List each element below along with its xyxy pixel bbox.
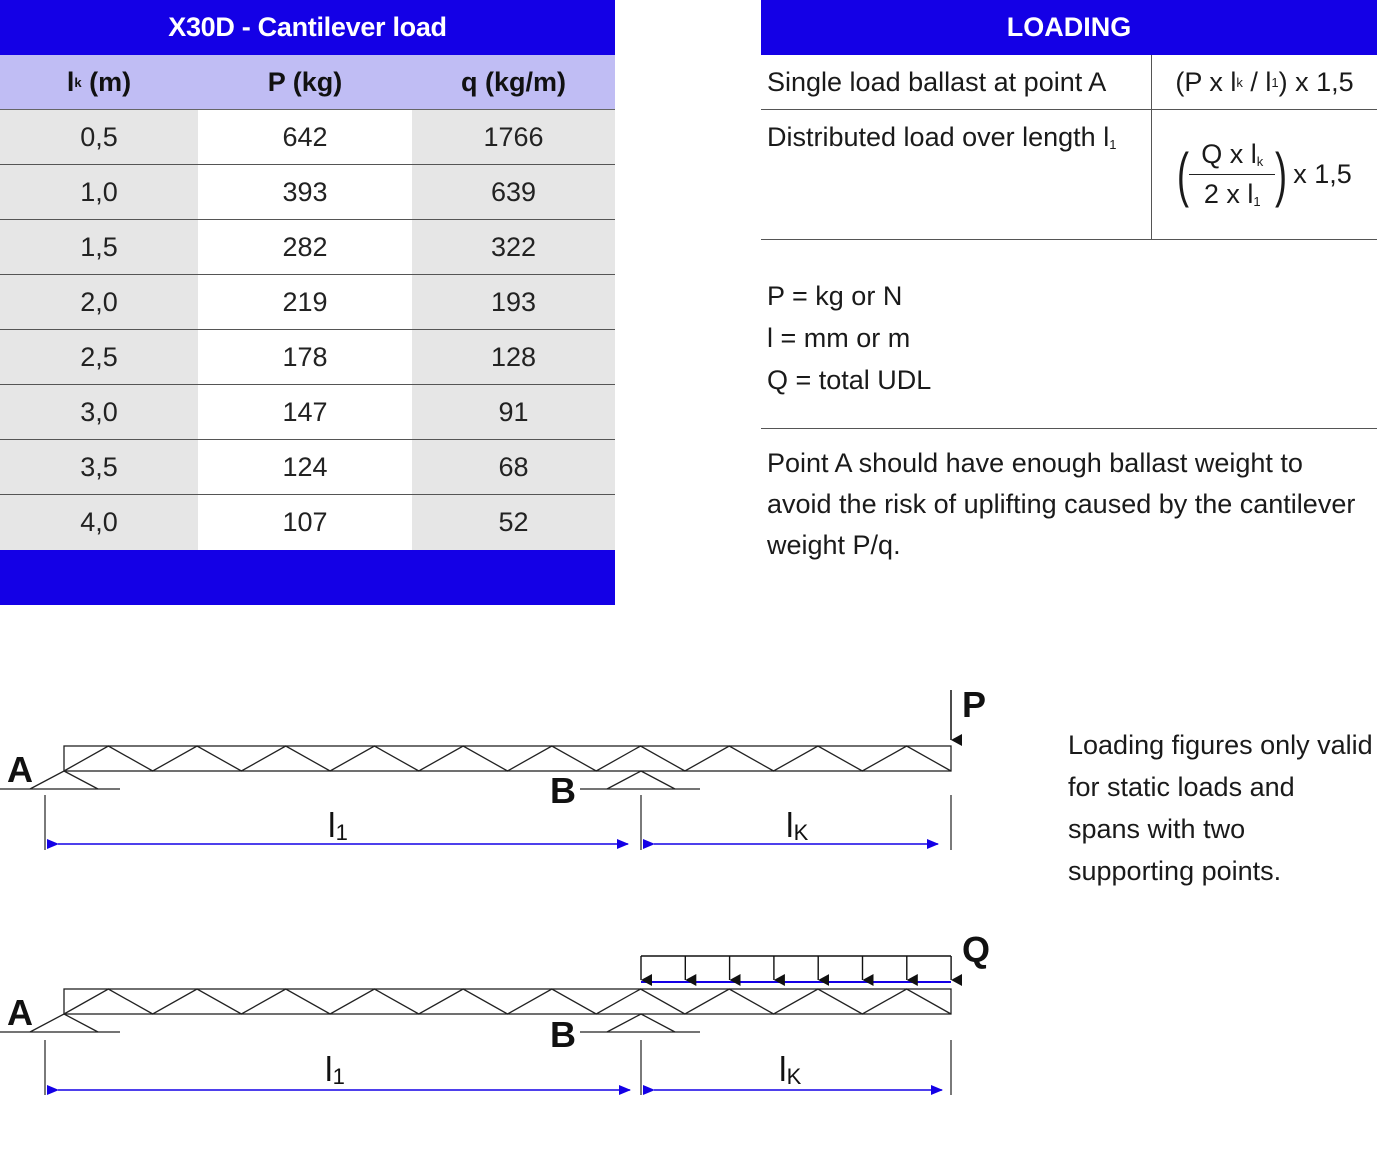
cell-lk: 2,0: [0, 275, 198, 329]
cell-lk: 0,5: [0, 110, 198, 164]
cell-lk: 1,0: [0, 165, 198, 219]
truss-beam-1: [64, 746, 951, 771]
support-b-1: [607, 771, 675, 789]
dim-lk-label-2: lK: [779, 1051, 802, 1089]
label-a-1: A: [7, 749, 33, 790]
header-lk-main: l: [66, 66, 75, 97]
cell-q: 68: [412, 440, 615, 494]
cell-lk: 4,0: [0, 495, 198, 550]
close-paren: ): [1275, 140, 1288, 208]
distributed-load-formula: [1152, 110, 1377, 239]
single-load-row: [761, 55, 1377, 110]
distributed-load-row: [761, 110, 1377, 240]
header-lk-sub: k: [74, 74, 82, 90]
cell-lk: 3,0: [0, 385, 198, 439]
single-load-label: Single load ballast at point A: [761, 55, 1152, 109]
fraction-numerator: [1189, 139, 1275, 175]
header-q: q (kg/m): [461, 66, 566, 97]
cell-p: 107: [198, 495, 412, 550]
cell-q: 193: [412, 275, 615, 329]
beam-diagrams: [0, 640, 1010, 1120]
udl-arrows: [641, 956, 951, 980]
table-body: [0, 110, 615, 550]
definitions-list: [767, 275, 931, 401]
cell-p: 147: [198, 385, 412, 439]
cell-p: 178: [198, 330, 412, 384]
label-p: P: [962, 684, 987, 725]
cell-q: 91: [412, 385, 615, 439]
definition-p: P = kg or N: [767, 281, 903, 311]
cell-q: 322: [412, 220, 615, 274]
truss-chords: [64, 746, 951, 771]
cantilever-load-table: [0, 0, 615, 605]
cell-lk: 3,5: [0, 440, 198, 494]
formula-sub-1: 1: [1271, 74, 1279, 90]
table-row: [0, 330, 615, 385]
numerator-sub: k: [1256, 154, 1264, 169]
cell-q: 639: [412, 165, 615, 219]
support-a-2: [30, 1014, 98, 1032]
cell-q: 52: [412, 495, 615, 550]
support-b-2: [607, 1014, 675, 1032]
header-p: P (kg): [267, 66, 343, 97]
table-footer-bar: [0, 550, 615, 605]
formula-part-c: ) x 1,5: [1278, 66, 1354, 97]
table-row: [0, 110, 615, 165]
support-a-1: [30, 771, 98, 789]
ballast-note: Point A should have enough ballast weight to avoid the risk of uplifting caused by the cantilever weight P/q.: [767, 448, 1356, 560]
numerator-text: Q x l: [1201, 139, 1257, 169]
table-title: X30D - Cantilever load: [0, 0, 615, 55]
point-load-diagram: [0, 684, 986, 850]
dim-lk-label-1: lK: [786, 807, 809, 845]
table-row: [0, 220, 615, 275]
cell-lk: 1,5: [0, 220, 198, 274]
dim-l1-label-1: l1: [328, 807, 348, 845]
header-lk-unit: (m): [81, 66, 132, 97]
formula-part-b: / l: [1242, 66, 1272, 97]
cell-p: 393: [198, 165, 412, 219]
fraction-denominator: [1204, 175, 1261, 210]
single-load-formula: [1152, 55, 1377, 109]
table-row: [0, 275, 615, 330]
divider: [761, 428, 1377, 429]
cell-q: 128: [412, 330, 615, 384]
loading-table: [761, 0, 1377, 240]
denominator-sub: 1: [1253, 194, 1261, 209]
cell-lk: 2,5: [0, 330, 198, 384]
table-header: [0, 55, 615, 110]
cell-p: 642: [198, 110, 412, 164]
cell-p: 219: [198, 275, 412, 329]
header-lk: [0, 55, 198, 109]
label-b-1: B: [550, 770, 576, 811]
cell-q: 1766: [412, 110, 615, 164]
table-row: [0, 385, 615, 440]
distributed-load-diagram: [0, 929, 990, 1095]
validity-note: Loading figures only valid for static loads and spans with two supporting points.: [1068, 730, 1373, 886]
denominator-text: 2 x l: [1203, 179, 1254, 209]
cell-p: 124: [198, 440, 412, 494]
dim-l1-label-2: l1: [325, 1051, 345, 1089]
cell-p: 282: [198, 220, 412, 274]
fraction-wrap: [1152, 110, 1377, 239]
table-row: [0, 165, 615, 220]
loading-title: LOADING: [761, 0, 1377, 55]
table-row: [0, 495, 615, 550]
distributed-load-label: [761, 110, 1152, 239]
label-b-2: B: [550, 1014, 576, 1055]
formula-sub-k: k: [1236, 74, 1243, 90]
definition-l: l = mm or m: [767, 323, 911, 353]
table-row: [0, 440, 615, 495]
truss-web: [64, 746, 951, 771]
distributed-label-sub: 1: [1109, 137, 1117, 152]
distributed-factor: x 1,5: [1293, 159, 1352, 189]
distributed-label-main: Distributed load over length l: [767, 122, 1110, 152]
truss-web: [64, 989, 951, 1014]
fraction: [1189, 139, 1275, 210]
label-q: Q: [962, 929, 991, 970]
definition-q: Q = total UDL: [767, 365, 932, 395]
truss-chords: [64, 989, 951, 1014]
label-a-2: A: [7, 992, 33, 1033]
formula-part-a: (P x l: [1175, 66, 1237, 97]
open-paren: (: [1177, 140, 1190, 208]
truss-beam-2: [64, 989, 951, 1014]
